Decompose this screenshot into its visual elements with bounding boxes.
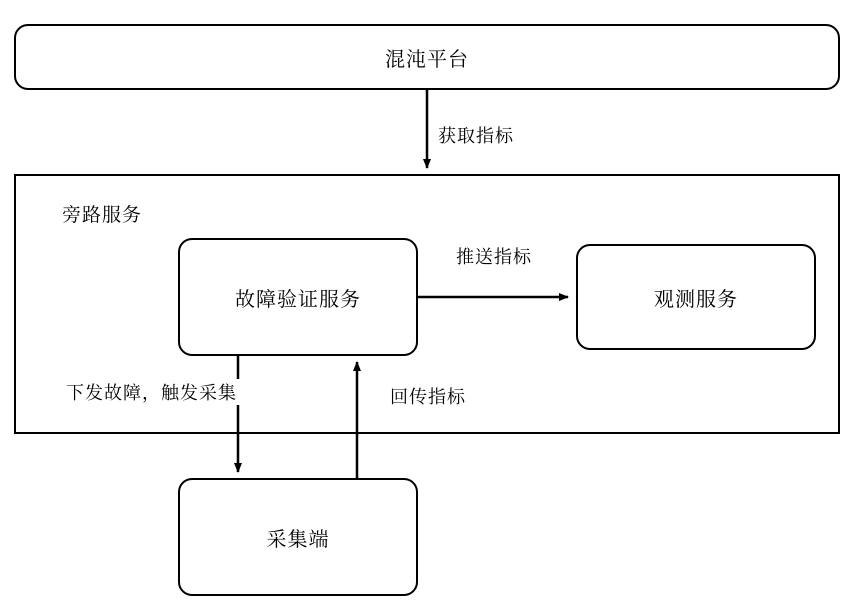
node-observation-service[interactable] <box>576 244 816 350</box>
edge-label-fetch-metrics: 获取指标 <box>434 122 518 148</box>
node-observation-service-label: 观测服务 <box>654 288 738 311</box>
edge-label-push-metrics: 推送指标 <box>452 243 536 269</box>
node-collector-label: 采集端 <box>266 528 330 551</box>
edge-label-return-metrics: 回传指标 <box>386 383 470 409</box>
edge-label-issue-fault-trigger-collection: 下发故障，触发采集 <box>62 379 241 405</box>
node-chaos-platform-label: 混沌平台 <box>385 48 469 71</box>
node-collector[interactable] <box>178 478 418 596</box>
node-chaos-platform[interactable] <box>14 24 840 90</box>
node-fault-verification-service-label: 故障验证服务 <box>235 288 361 311</box>
node-fault-verification-service[interactable] <box>178 238 418 356</box>
container-bypass-service-label: 旁路服务 <box>62 205 143 226</box>
